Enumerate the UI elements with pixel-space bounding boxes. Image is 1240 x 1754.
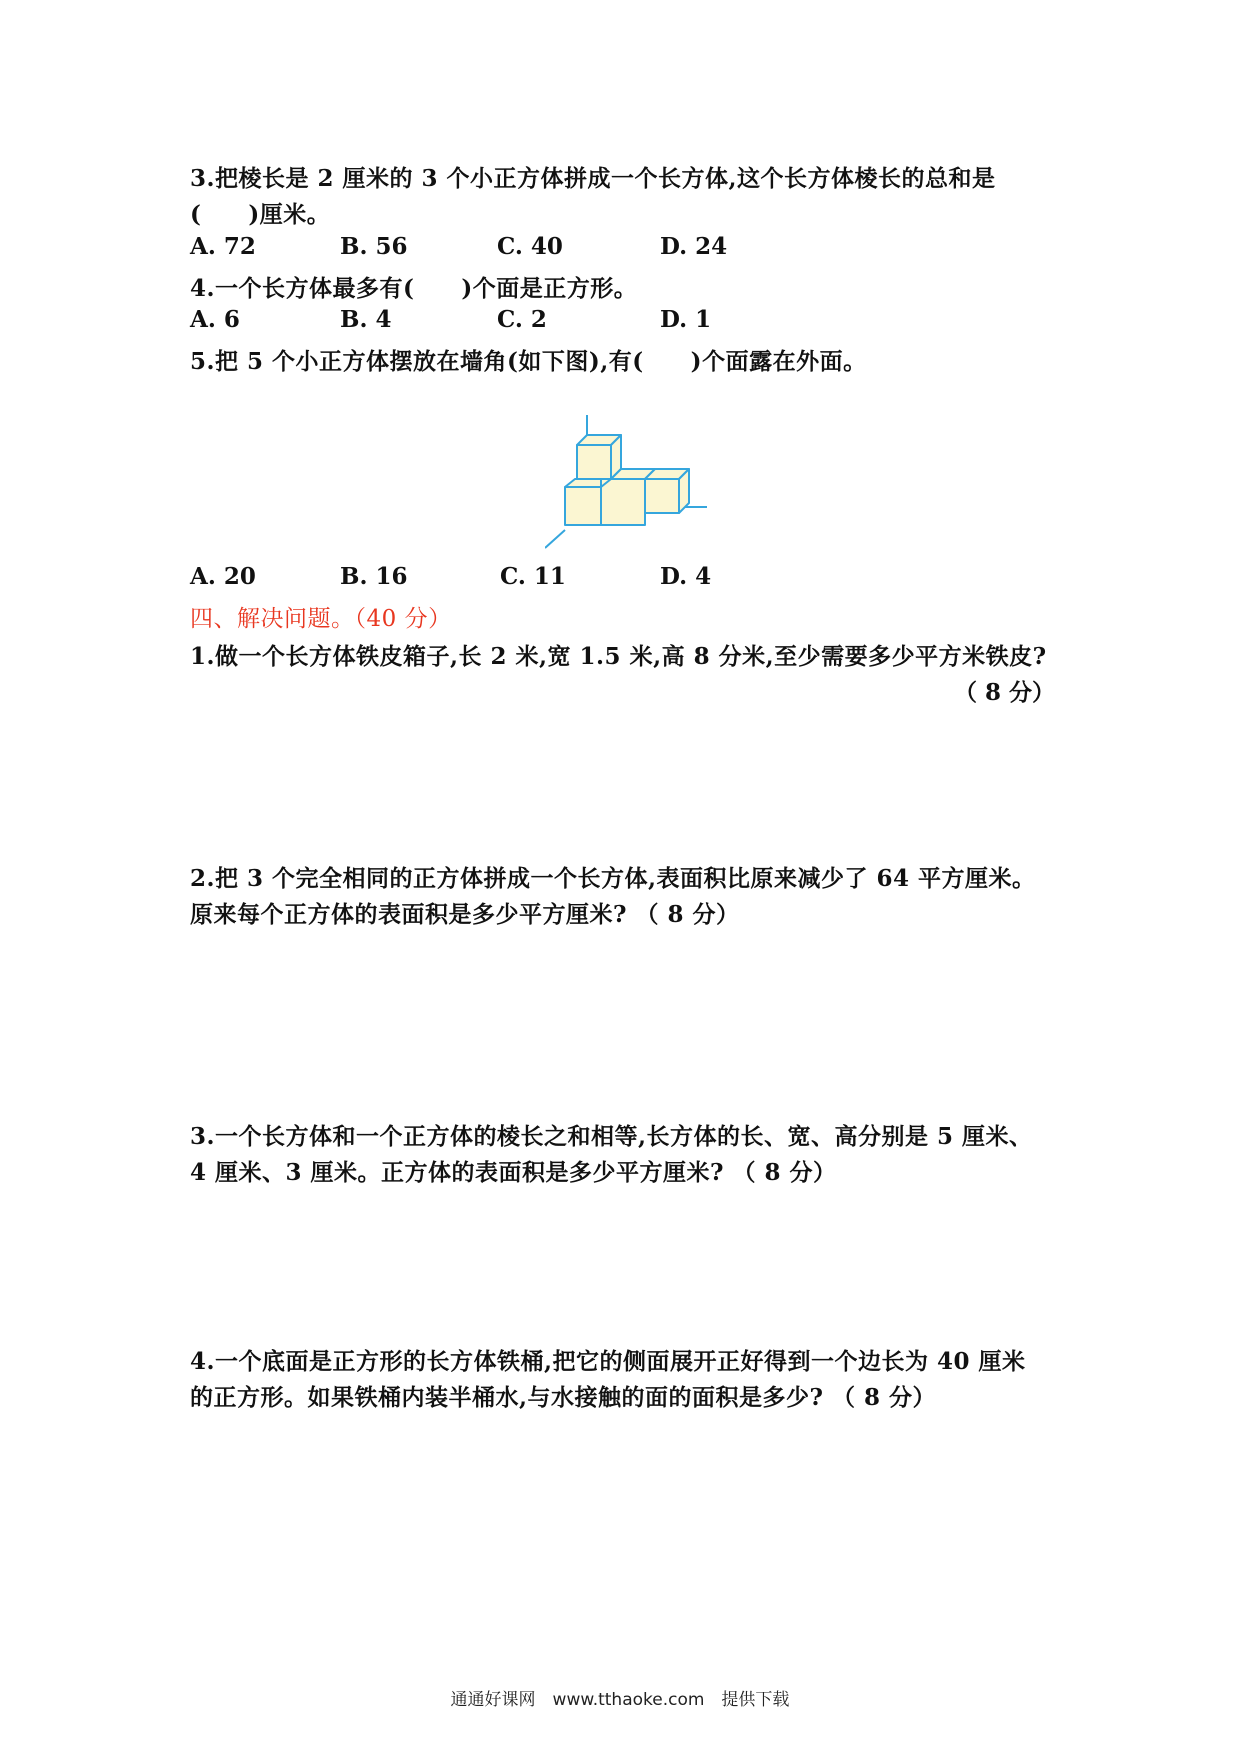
cube-front-3: [645, 479, 679, 513]
problem-4-line2: 的正方形。如果铁桶内装半桶水,与水接触的面的面积是多少? （ 8 分）: [190, 1384, 937, 1411]
q4-option-c: C. 2: [497, 306, 547, 333]
section-heading: 四、解决问题。（40 分）: [190, 606, 452, 632]
q3-option-a: A. 72: [190, 233, 256, 260]
q4-option-d: D. 1: [660, 306, 712, 333]
q3-line2: ( )厘米。: [190, 201, 331, 228]
cube-front-1: [565, 487, 601, 525]
problem-1-score: （ 8 分）: [953, 679, 1055, 706]
q3-option-c: C. 40: [497, 233, 563, 260]
problem-4-line1: 4.一个底面是正方形的长方体铁桶,把它的侧面展开正好得到一个边长为 40 厘米: [190, 1348, 1026, 1375]
cube-front-upper: [577, 445, 611, 479]
q5-option-c: C. 11: [500, 563, 566, 590]
q5-option-b: B. 16: [340, 563, 408, 590]
problem-3-line2: 4 厘米、3 厘米。正方体的表面积是多少平方厘米? （ 8 分）: [190, 1159, 837, 1186]
problem-1-text: 1.做一个长方体铁皮箱子,长 2 米,宽 1.5 米,高 8 分米,至少需要多少平方米铁皮?: [190, 643, 1047, 670]
cube-front-2: [601, 479, 645, 525]
q4-option-a: A. 6: [190, 306, 240, 333]
q3-option-b: B. 56: [340, 233, 408, 260]
footer-credit: 通通好课网 www.tthaoke.com 提供下载: [450, 1690, 790, 1710]
q3-line1: 3.把棱长是 2 厘米的 3 个小正方体拼成一个长方体,这个长方体棱长的总和是: [190, 165, 996, 192]
q4-line1: 4.一个长方体最多有( )个面是正方形。: [190, 275, 638, 302]
q3-option-d: D. 24: [660, 233, 728, 260]
q5-option-d: D. 4: [660, 563, 712, 590]
problem-2-line1: 2.把 3 个完全相同的正方体拼成一个长方体,表面积比原来减少了 64 平方厘米。: [190, 865, 1036, 892]
q5-option-a: A. 20: [190, 563, 256, 590]
corner-cubes-figure: [545, 415, 715, 550]
problem-3-line1: 3.一个长方体和一个正方体的棱长之和相等,长方体的长、宽、高分别是 5 厘米、: [190, 1123, 1033, 1150]
problem-2-line2: 原来每个正方体的表面积是多少平方厘米? （ 8 分）: [190, 901, 740, 928]
q5-line1: 5.把 5 个小正方体摆放在墙角(如下图),有( )个面露在外面。: [190, 348, 867, 375]
q4-option-b: B. 4: [340, 306, 392, 333]
floor-diagonal-line: [545, 530, 565, 548]
